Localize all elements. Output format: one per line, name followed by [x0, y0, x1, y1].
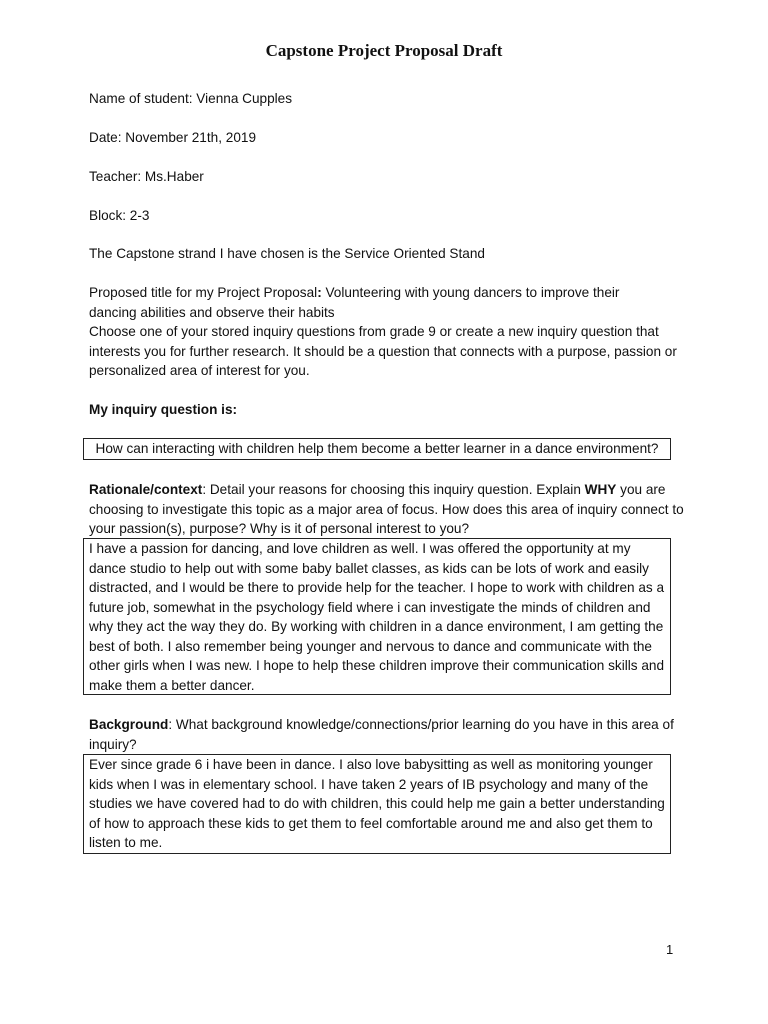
proposed-title-value: Volunteering with young dancers to improve their dancing abilities and observe their habits: [89, 285, 620, 320]
student-name-field: Name of student: Vienna Cupples: [89, 91, 293, 106]
inquiry-question-box: [83, 438, 671, 460]
rationale-prompt: [89, 480, 687, 539]
rationale-prompt-part2: you are choosing to investigate this topic as a major area of focus. How does this area of inquiry connect to your passion(s), purpose? Why is it of personal interest to you?: [89, 482, 684, 536]
date-field: Date: November 21th, 2019: [89, 130, 257, 145]
background-prompt: [89, 715, 679, 754]
proposed-title-colon: :: [317, 285, 322, 300]
document-title: Capstone Project Proposal Draft: [265, 41, 503, 60]
background-answer-text: Ever since grade 6 i have been in dance. I also love babysitting as well as monitoring younger kids when I was in elementary school. I have taken 2 years of IB psychology and many of the studies we have covered had to do with children, this could help me gain a better understanding of how to approach these kids to get them to feel comfortable around me and also get them to listen to me.: [89, 757, 665, 850]
rationale-prompt-part1: : Detail your reasons for choosing this inquiry question. Explain: [202, 482, 585, 497]
rationale-label: Rationale/context: [89, 482, 203, 497]
rationale-answer-text: I have a passion for dancing, and love children as well. I was offered the opportunity at my dance studio to help out with some baby ballet classes, as kids can be lots of work and easily distracted, and I would be there to provide help for the teacher. I hope to work with children as a future job, somewhat in the psychology field where i can investigate the minds of children and why they act the way they do. By working with children in a dance environment, I am getting the best of both. I also remember being younger and nervous to dance and communicate with the other girls when I was new. I hope to help these children improve their communication skills and make them a better dancer.: [89, 541, 665, 693]
block-field: Block: 2-3: [89, 208, 150, 223]
rationale-answer-box: [83, 538, 671, 695]
inquiry-question-heading: [89, 400, 237, 420]
inquiry-instructions: Choose one of your stored inquiry questions from grade 9 or create a new inquiry question that interests you for further research. It should be a question that connects with a purpose, passion or personalized area of interest for you.: [89, 324, 677, 378]
background-label: Background: [89, 717, 169, 732]
background-prompt-text: : What background knowledge/connections/prior learning do you have in this area of inquiry?: [89, 717, 674, 752]
inquiry-question-heading-text: My inquiry question is:: [89, 402, 238, 417]
rationale-why: WHY: [584, 482, 617, 497]
proposed-title-label: Proposed title for my Project Proposal: [89, 285, 318, 300]
background-answer-box: [83, 754, 671, 854]
page-number: 1: [666, 942, 674, 957]
proposed-title-paragraph: [89, 283, 649, 322]
teacher-field: Teacher: Ms.Haber: [89, 169, 204, 184]
capstone-strand: The Capstone strand I have chosen is the Service Oriented Stand: [89, 246, 485, 261]
inquiry-question-text: How can interacting with children help them become a better learner in a dance environment?: [95, 441, 659, 456]
